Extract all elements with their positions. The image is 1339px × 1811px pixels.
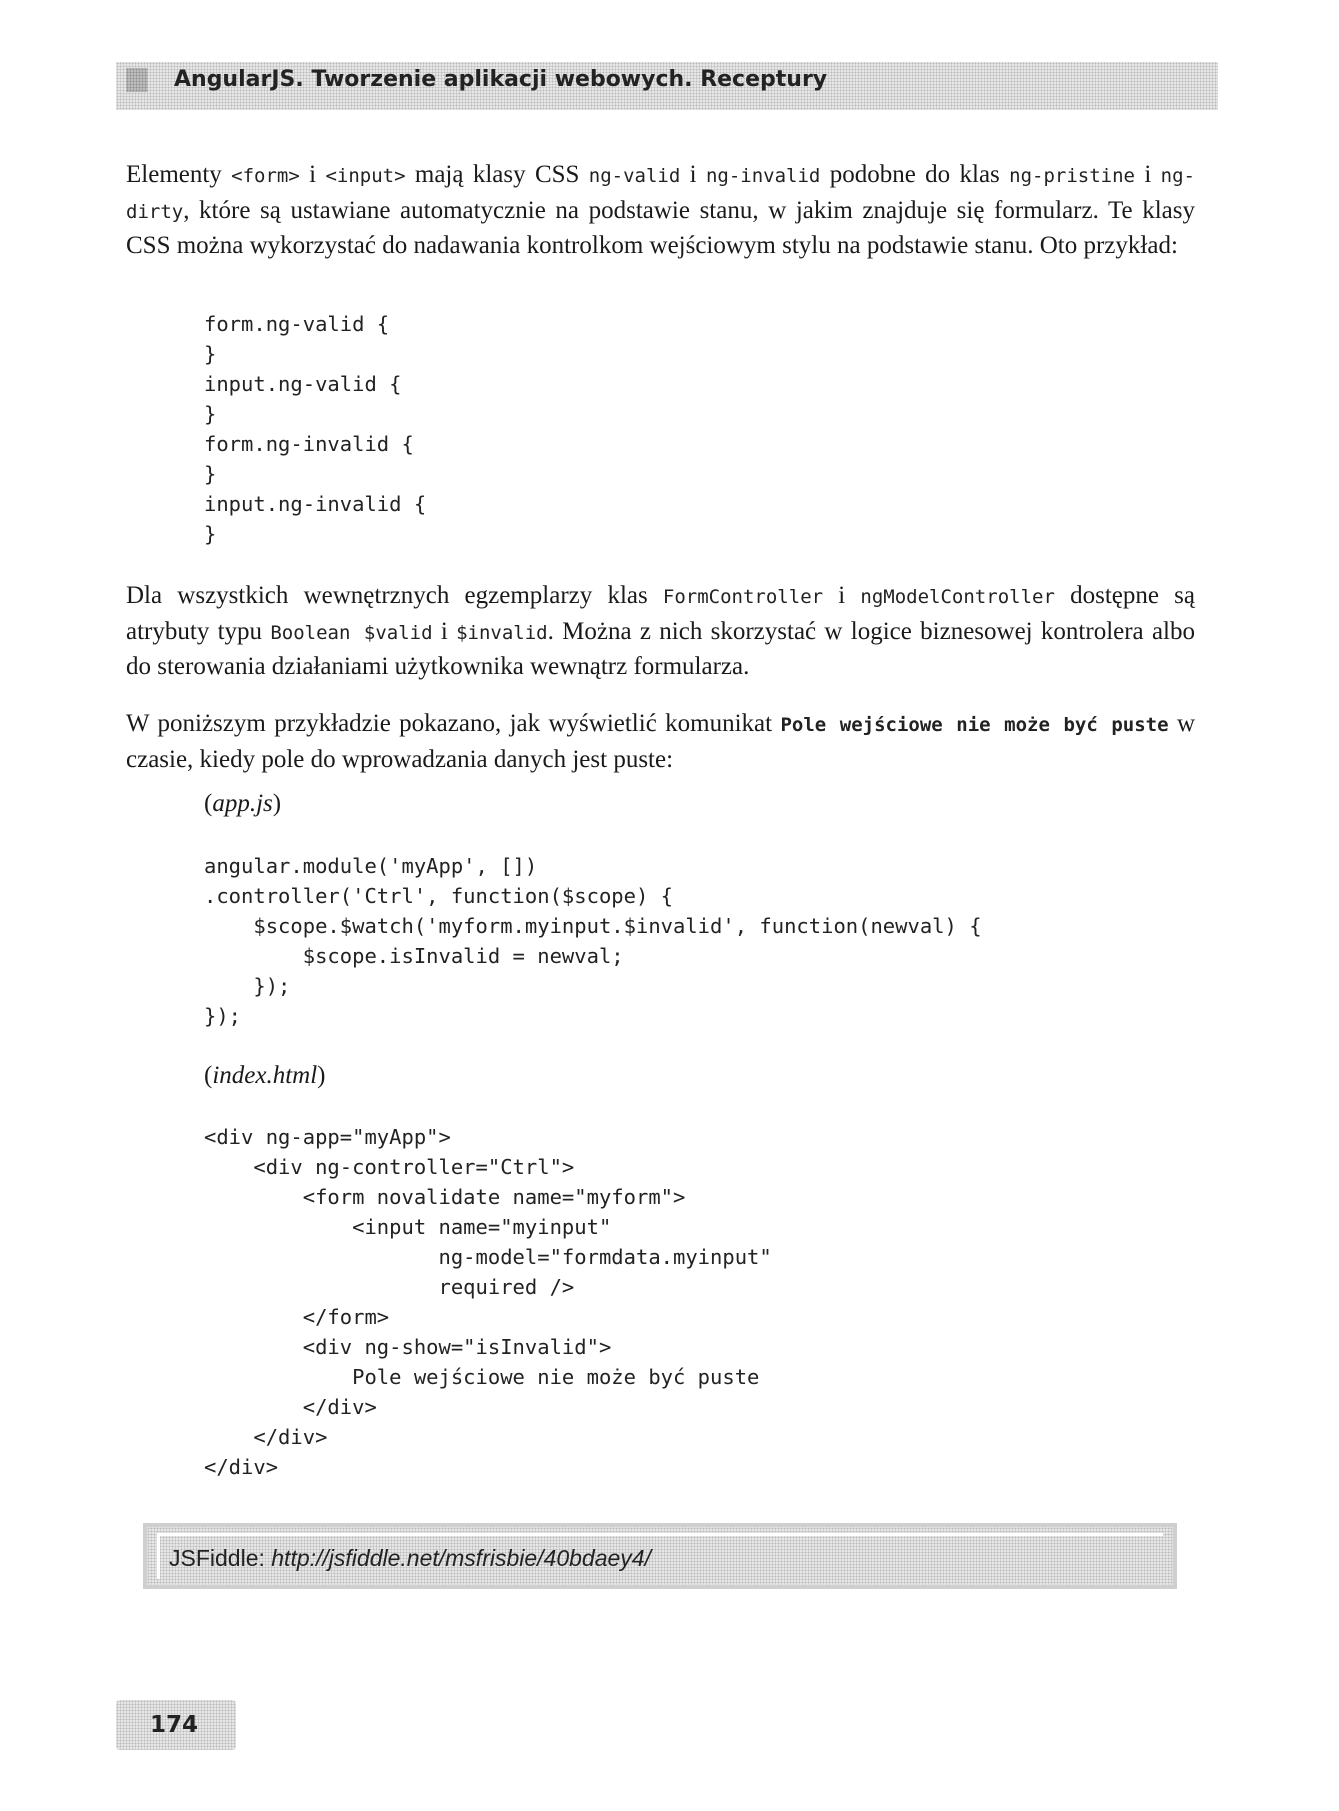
page-number-box xyxy=(116,1700,236,1750)
paragraph-controllers xyxy=(126,579,1195,685)
paragraph-example-intro xyxy=(126,707,1195,777)
code-block-js: angular.module('myApp', []) .controller('Ctrl', function($scope) { $scope.$watch('myform.myinput.$invalid', function(newval) { $scope.isInvalid = newval; }); }); xyxy=(204,854,982,1028)
header-square-decoration xyxy=(126,68,148,92)
jsfiddle-note-box xyxy=(143,1523,1177,1589)
inline-code: FormController xyxy=(662,586,824,608)
text: i xyxy=(823,582,861,609)
inline-code-bold: Pole wejściowe nie może być puste xyxy=(780,714,1169,736)
inline-code: Boolean $valid xyxy=(270,621,433,644)
text: i xyxy=(299,161,326,188)
jsfiddle-link[interactable]: http://jsfiddle.net/msfrisbie/40bdaey4/ xyxy=(271,1545,651,1571)
file-name: index.html xyxy=(212,1062,318,1089)
paren-open: ( xyxy=(204,1062,213,1089)
file-label-app-js xyxy=(204,790,281,818)
inline-code: ng-dirty xyxy=(126,165,1195,223)
file-name: app.js xyxy=(212,790,273,817)
text: mają klasy CSS xyxy=(405,161,589,188)
text: podobne do klas xyxy=(820,161,1010,188)
text: , które są ustawiane automatycznie na podstawie stanu, w jakim znajduje się formularz. Te klasy CSS można wykorzystać do nadawania kontrolkom wejściowym stylu na podstawie stanu. Oto przykład: xyxy=(126,196,1195,259)
running-header xyxy=(116,62,1218,110)
file-label-index-html xyxy=(204,1062,326,1090)
page-number: 174 xyxy=(150,1712,199,1738)
text: . Można z nich skorzystać w logice biznesowej kontrolera albo do sterowania działaniami użytkownika wewnątrz formularza. xyxy=(126,617,1195,680)
text: i xyxy=(680,161,706,188)
text: Dla wszystkich wewnętrznych egzemplarzy klas xyxy=(126,582,663,609)
paren-close: ) xyxy=(317,1062,326,1089)
inline-code: <form> xyxy=(231,165,300,187)
text: W poniższym przykładzie pokazano, jak wyświetlić komunikat xyxy=(126,710,781,737)
code-block-css: form.ng-valid { } input.ng-valid { } form.ng-invalid { } input.ng-invalid { } xyxy=(204,312,427,546)
text: i xyxy=(432,617,457,645)
paragraph-css-classes xyxy=(126,158,1195,264)
paren-close: ) xyxy=(272,790,282,817)
inline-code: ng-pristine xyxy=(1009,165,1135,187)
note-label: JSFiddle: xyxy=(169,1545,272,1571)
text: i xyxy=(1135,161,1161,188)
inline-code: <input> xyxy=(325,165,406,187)
text: w czasie, kiedy pole do wprowadzania danych jest puste: xyxy=(126,710,1196,773)
inline-code: ngModelController xyxy=(860,586,1055,608)
text: Elementy xyxy=(126,161,232,188)
code-block-html: <div ng-app="myApp"> <div ng-controller="Ctrl"> <form novalidate name="myform"> <input name="myinput" ng-model="formdata.myinput" required /> </form> <div ng-show="isInvalid"> Pole wejściowe nie może być puste </div> </div> </div> xyxy=(204,1125,772,1479)
text: dostępne są atrybuty typu xyxy=(126,582,1195,645)
inline-code: ng-valid xyxy=(588,165,681,187)
book-title: AngularJS. Tworzenie aplikacji webowych. Receptury xyxy=(174,67,828,92)
paren-open: ( xyxy=(204,790,213,817)
inline-code: ng-invalid xyxy=(705,165,821,187)
inline-code: $invalid xyxy=(456,621,548,644)
jsfiddle-note xyxy=(169,1545,651,1572)
